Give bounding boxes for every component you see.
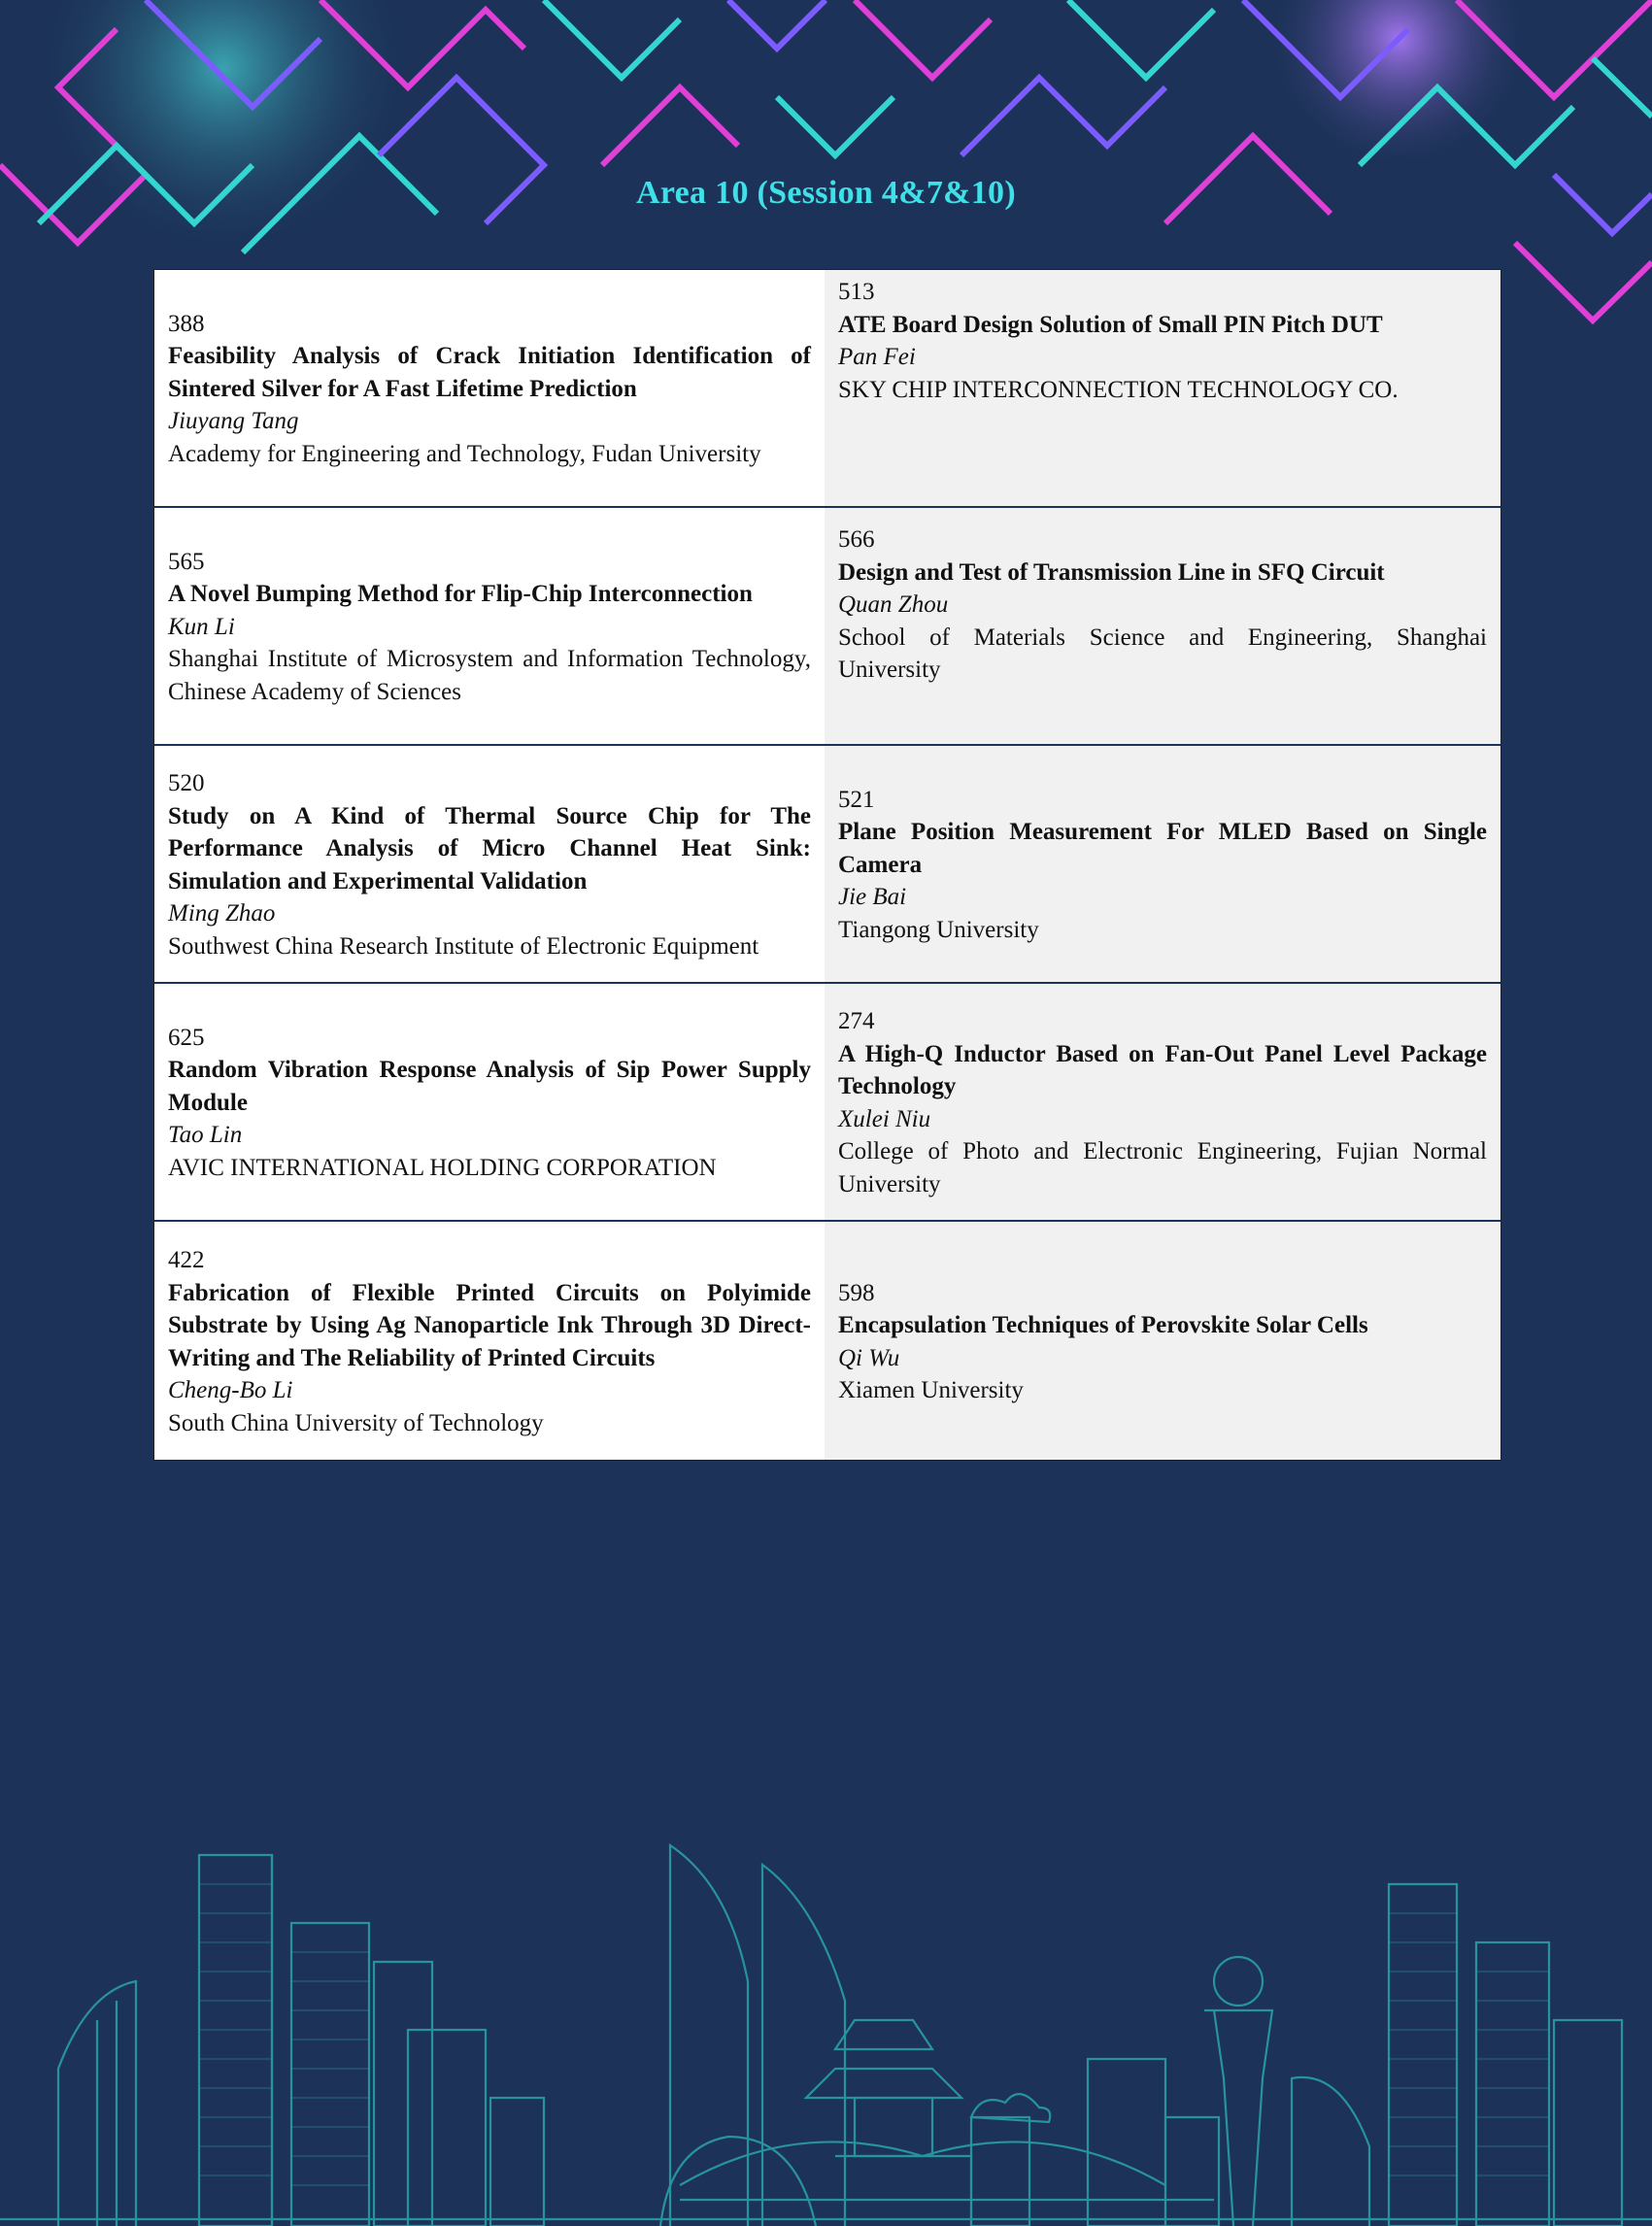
paper-author: Kun Li bbox=[168, 613, 235, 640]
paper-id: 513 bbox=[838, 279, 875, 305]
paper-id: 625 bbox=[168, 1024, 205, 1051]
paper-title: Random Vibration Response Analysis of Sip Power Supply Module bbox=[168, 1057, 811, 1116]
paper-cell bbox=[825, 508, 1500, 746]
paper-id: 565 bbox=[168, 548, 205, 575]
paper-id: 274 bbox=[838, 1008, 875, 1034]
paper-title: ATE Board Design Solution of Small PIN Pitch DUT bbox=[838, 311, 1383, 338]
paper-author: Quan Zhou bbox=[838, 591, 949, 618]
paper-affiliation: South China University of Technology bbox=[168, 1409, 544, 1436]
paper-author: Ming Zhao bbox=[168, 900, 276, 927]
paper-title: Fabrication of Flexible Printed Circuits on Polyimide Substrate by Using Ag Nanoparticle Ink Through 3D Direct-Writing and The Reliability of Printed Circuits bbox=[168, 1279, 811, 1371]
paper-affiliation: School of Materials Science and Engineering, Shanghai University bbox=[838, 624, 1487, 683]
paper-affiliation: College of Photo and Electronic Engineering, Fujian Normal University bbox=[838, 1138, 1487, 1197]
paper-title: Design and Test of Transmission Line in SFQ Circuit bbox=[838, 558, 1385, 586]
paper-affiliation: AVIC INTERNATIONAL HOLDING CORPORATION bbox=[168, 1154, 717, 1181]
paper-author: Pan Fei bbox=[838, 344, 916, 370]
paper-cell bbox=[154, 984, 825, 1222]
paper-title: Plane Position Measurement For MLED Based on Single Camera bbox=[838, 819, 1487, 878]
paper-cell bbox=[825, 270, 1500, 508]
paper-author: Cheng-Bo Li bbox=[168, 1377, 293, 1403]
paper-author: Qi Wu bbox=[838, 1344, 900, 1371]
paper-cell bbox=[825, 1222, 1500, 1460]
paper-title: A Novel Bumping Method for Flip-Chip Interconnection bbox=[168, 581, 753, 608]
paper-id: 566 bbox=[838, 526, 875, 553]
paper-affiliation: SKY CHIP INTERCONNECTION TECHNOLOGY CO. bbox=[838, 376, 1399, 403]
paper-cell bbox=[154, 1222, 825, 1460]
paper-affiliation: Xiamen University bbox=[838, 1377, 1024, 1403]
paper-table bbox=[153, 269, 1501, 1461]
paper-author: Jiuyang Tang bbox=[168, 408, 299, 435]
city-skyline-illustration bbox=[0, 1826, 1652, 2226]
paper-title: Feasibility Analysis of Crack Initiation Identification of Sintered Silver for A Fast Lifetime Prediction bbox=[168, 343, 811, 402]
paper-cell bbox=[154, 746, 825, 984]
paper-author: Jie Bai bbox=[838, 884, 907, 911]
paper-title: Encapsulation Techniques of Perovskite Solar Cells bbox=[838, 1312, 1368, 1338]
paper-cell bbox=[154, 270, 825, 508]
paper-author: Xulei Niu bbox=[838, 1105, 931, 1132]
paper-id: 598 bbox=[838, 1279, 875, 1306]
paper-title: Study on A Kind of Thermal Source Chip for The Performance Analysis of Micro Channel Heat Sink: Simulation and Experimental Validation bbox=[168, 802, 811, 894]
paper-id: 521 bbox=[838, 786, 875, 813]
paper-affiliation: Shanghai Institute of Microsystem and Information Technology, Chinese Academy of Sciences bbox=[168, 646, 811, 705]
paper-id: 388 bbox=[168, 310, 205, 337]
paper-id: 520 bbox=[168, 770, 205, 796]
paper-cell bbox=[825, 984, 1500, 1222]
paper-cell bbox=[154, 508, 825, 746]
paper-id: 422 bbox=[168, 1247, 205, 1273]
paper-author: Tao Lin bbox=[168, 1122, 243, 1149]
paper-cell bbox=[825, 746, 1500, 984]
paper-affiliation: Southwest China Research Institute of Electronic Equipment bbox=[168, 932, 759, 960]
paper-title: A High-Q Inductor Based on Fan-Out Panel Level Package Technology bbox=[838, 1040, 1487, 1099]
paper-affiliation: Tiangong University bbox=[838, 916, 1039, 943]
paper-affiliation: Academy for Engineering and Technology, Fudan University bbox=[168, 440, 761, 467]
area-title: Area 10 (Session 4&7&10) bbox=[636, 175, 1016, 211]
